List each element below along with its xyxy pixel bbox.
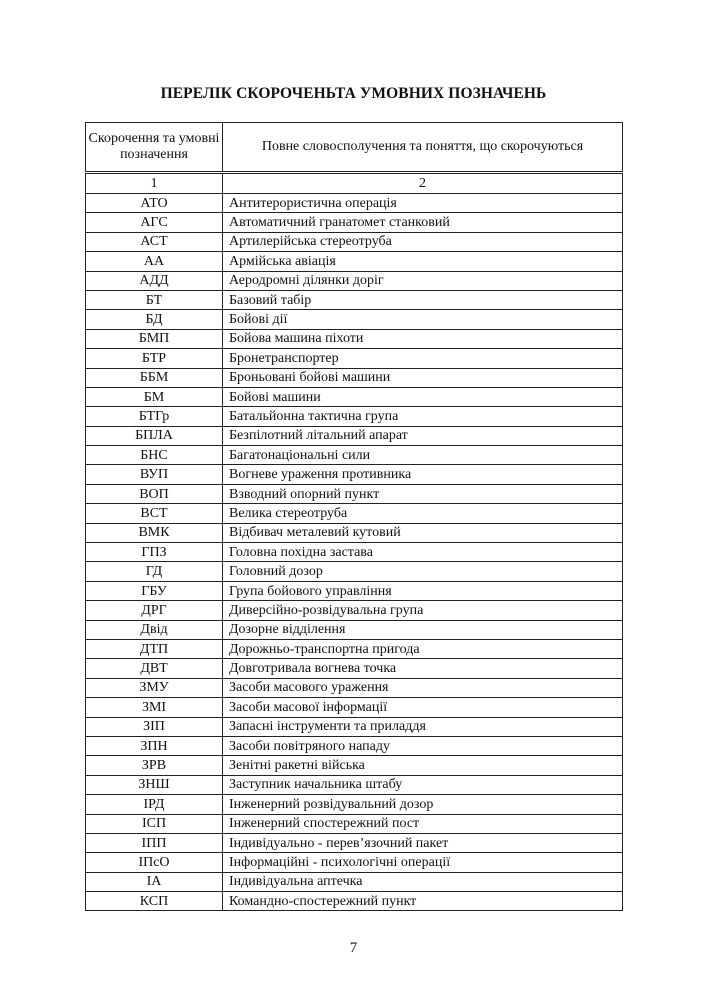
table-row (86, 232, 623, 251)
full-phrase-cell: Антитерористична операція (223, 194, 623, 213)
full-phrase-cell: Батальйонна тактична група (223, 407, 623, 426)
full-phrase-cell: Заступник начальника штабу (223, 775, 623, 794)
table-row (86, 814, 623, 833)
full-phrase-cell: Диверсійно-розвідувальна група (223, 601, 623, 620)
table-row (86, 736, 623, 755)
abbreviation-cell: АСТ (86, 232, 223, 251)
abbreviation-cell: ЗПН (86, 736, 223, 755)
table-row (86, 271, 623, 290)
abbreviation-cell: ЗІП (86, 717, 223, 736)
full-phrase-cell: Відбивач металевий кутовий (223, 523, 623, 542)
full-phrase-cell: Багатонаціональні сили (223, 446, 623, 465)
full-phrase-cell: Дорожньо-транспортна пригода (223, 639, 623, 658)
table-row (86, 620, 623, 639)
full-phrase-cell: Головна похідна застава (223, 543, 623, 562)
abbreviation-cell: БТР (86, 349, 223, 368)
full-phrase-cell: Довготривала вогнева точка (223, 659, 623, 678)
full-phrase-cell: Взводний опорний пункт (223, 484, 623, 503)
abbreviation-cell: АГС (86, 213, 223, 232)
abbreviation-cell: ВСТ (86, 504, 223, 523)
full-phrase-cell: Бойова машина піхоти (223, 329, 623, 348)
table-row (86, 504, 623, 523)
full-phrase-cell: Базовий табір (223, 290, 623, 309)
full-phrase-cell: Вогневе ураження противника (223, 465, 623, 484)
table-row (86, 678, 623, 697)
table-row (86, 407, 623, 426)
full-phrase-cell: Дозорне відділення (223, 620, 623, 639)
abbreviation-cell: ІРД (86, 795, 223, 814)
table-row (86, 795, 623, 814)
full-phrase-cell: Запасні інструменти та приладдя (223, 717, 623, 736)
table-row (86, 484, 623, 503)
abbreviation-cell: ВОП (86, 484, 223, 503)
full-phrase-cell: Армійська авіація (223, 252, 623, 271)
table-header-row (86, 123, 623, 173)
abbreviation-cell: БПЛА (86, 426, 223, 445)
abbreviation-cell: ББМ (86, 368, 223, 387)
table-row (86, 639, 623, 658)
abbreviation-cell: КСП (86, 892, 223, 911)
full-phrase-cell: Бронетранспортер (223, 349, 623, 368)
full-phrase-cell: Велика стереотруба (223, 504, 623, 523)
table-row (86, 872, 623, 891)
full-phrase-cell: Засоби масового ураження (223, 678, 623, 697)
full-phrase-cell: Бойові машини (223, 387, 623, 406)
full-phrase-cell: Засоби масової інформації (223, 698, 623, 717)
full-phrase-cell: Безпілотний літальний апарат (223, 426, 623, 445)
table-row (86, 833, 623, 852)
abbreviation-cell: ІПП (86, 833, 223, 852)
abbreviation-cell: ВУП (86, 465, 223, 484)
table-row (86, 853, 623, 872)
table-row (86, 446, 623, 465)
abbreviation-cell: ЗРВ (86, 756, 223, 775)
full-phrase-cell: Артилерійська стереотруба (223, 232, 623, 251)
column-number-1: 1 (86, 173, 223, 194)
full-phrase-cell: Аеродромні ділянки доріг (223, 271, 623, 290)
abbreviation-cell: ІПсО (86, 853, 223, 872)
abbreviation-cell: БТ (86, 290, 223, 309)
abbreviation-cell: ДТП (86, 639, 223, 658)
header-full-phrase: Повне словосполучення та поняття, що скорочуються (223, 123, 623, 173)
abbreviation-cell: Двід (86, 620, 223, 639)
table-row (86, 368, 623, 387)
column-number-2: 2 (223, 173, 623, 194)
abbreviation-cell: ДВТ (86, 659, 223, 678)
abbreviation-cell: ІСП (86, 814, 223, 833)
table-row (86, 387, 623, 406)
table-row (86, 892, 623, 911)
abbreviation-cell: ГД (86, 562, 223, 581)
table-row (86, 349, 623, 368)
abbreviations-table (85, 122, 623, 911)
full-phrase-cell: Автоматичний гранатомет станковий (223, 213, 623, 232)
full-phrase-cell: Броньовані бойові машини (223, 368, 623, 387)
full-phrase-cell: Індивідуально - перев’язочний пакет (223, 833, 623, 852)
full-phrase-cell: Інформаційні - психологічні операції (223, 853, 623, 872)
full-phrase-cell: Головний дозор (223, 562, 623, 581)
full-phrase-cell: Командно-спостережний пункт (223, 892, 623, 911)
full-phrase-cell: Бойові дії (223, 310, 623, 329)
table-row (86, 194, 623, 213)
abbreviation-cell: ЗМІ (86, 698, 223, 717)
full-phrase-cell: Група бойового управління (223, 581, 623, 600)
abbreviation-cell: БМ (86, 387, 223, 406)
abbreviation-cell: БМП (86, 329, 223, 348)
abbreviation-cell: ЗМУ (86, 678, 223, 697)
full-phrase-cell: Зенітні ракетні війська (223, 756, 623, 775)
abbreviation-cell: АА (86, 252, 223, 271)
table-row (86, 717, 623, 736)
abbreviation-cell: АТО (86, 194, 223, 213)
table-row (86, 426, 623, 445)
table-row (86, 252, 623, 271)
full-phrase-cell: Засоби повітряного нападу (223, 736, 623, 755)
table-row (86, 523, 623, 542)
table-row (86, 329, 623, 348)
page-title: ПЕРЕЛІК СКОРОЧЕНЬТА УМОВНИХ ПОЗНАЧЕНЬ (160, 85, 547, 102)
column-number-row (86, 173, 623, 194)
table-row (86, 465, 623, 484)
full-phrase-cell: Інженерний спостережний пост (223, 814, 623, 833)
abbreviation-cell: ГБУ (86, 581, 223, 600)
table-row (86, 601, 623, 620)
table-row (86, 543, 623, 562)
abbreviation-cell: ГПЗ (86, 543, 223, 562)
abbreviation-cell: ДРГ (86, 601, 223, 620)
table-row (86, 290, 623, 309)
table-row (86, 659, 623, 678)
table-row (86, 562, 623, 581)
table-row (86, 213, 623, 232)
table-row (86, 581, 623, 600)
table-row (86, 775, 623, 794)
table-row (86, 756, 623, 775)
abbreviation-cell: ЗНШ (86, 775, 223, 794)
full-phrase-cell: Індивідуальна аптечка (223, 872, 623, 891)
abbreviation-cell: ІА (86, 872, 223, 891)
abbreviation-cell: БД (86, 310, 223, 329)
full-phrase-cell: Інженерний розвідувальний дозор (223, 795, 623, 814)
abbreviation-cell: БТГр (86, 407, 223, 426)
abbreviation-cell: БНС (86, 446, 223, 465)
table-row (86, 310, 623, 329)
abbreviation-cell: АДД (86, 271, 223, 290)
page-number: 7 (349, 940, 358, 956)
header-abbreviation: Скорочення та умовні позначення (86, 123, 223, 173)
abbreviation-cell: ВМК (86, 523, 223, 542)
table-row (86, 698, 623, 717)
